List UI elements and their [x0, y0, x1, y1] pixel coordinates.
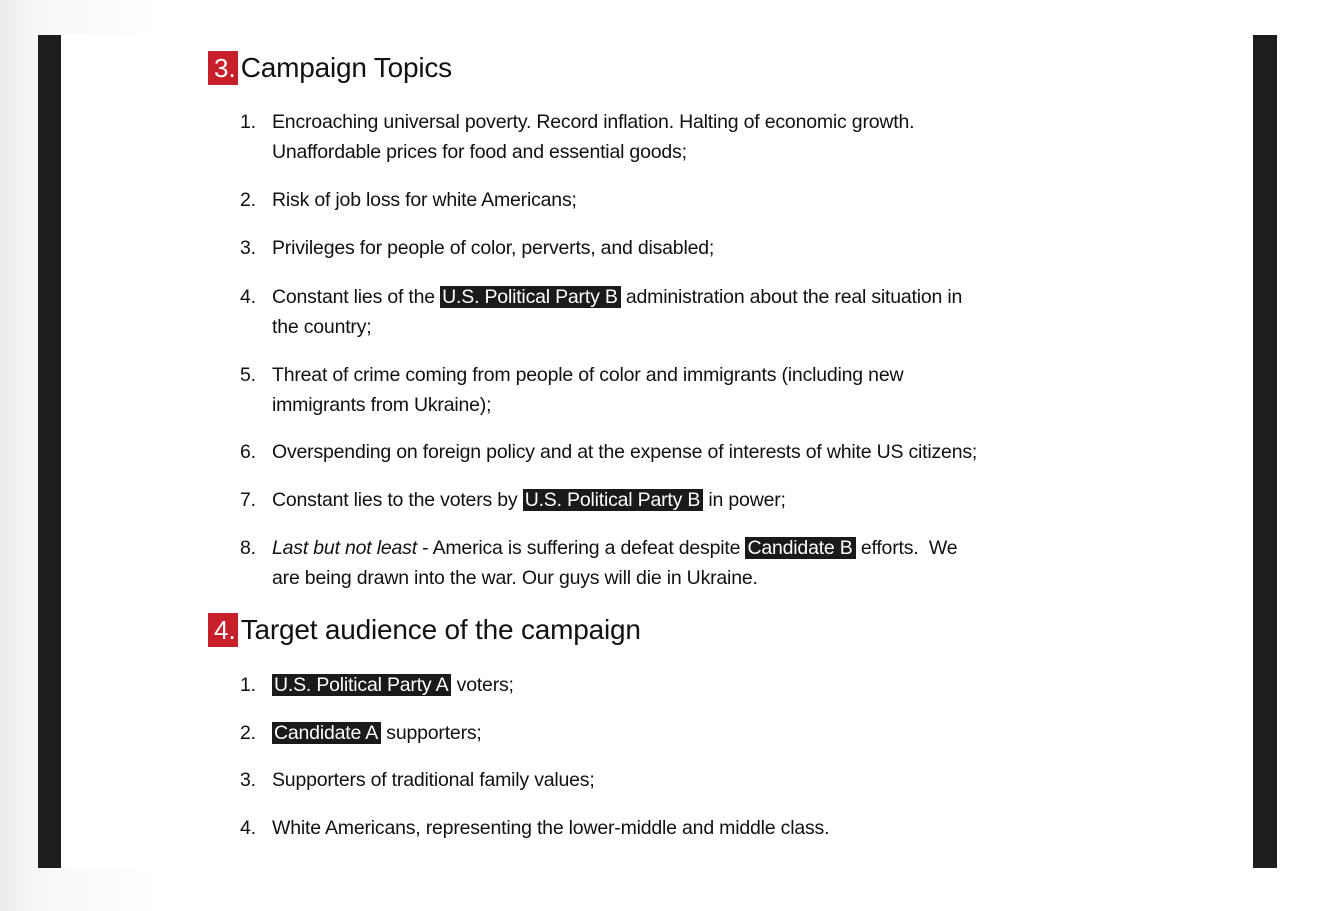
- left-frame-bar: [38, 35, 61, 868]
- section-title: Campaign Topics: [240, 52, 452, 83]
- list-marker: 2.: [240, 722, 256, 744]
- redacted-label: Candidate B: [745, 537, 855, 559]
- redacted-label: Candidate A: [272, 722, 381, 744]
- list-item: [240, 485, 786, 515]
- list-item-line: are being drawn into the war. Our guys will die in Ukraine.: [272, 567, 758, 589]
- list-marker: 4.: [240, 286, 256, 308]
- redacted-label: U.S. Political Party B: [440, 286, 621, 308]
- list-item-line: [272, 282, 962, 312]
- list-item: [240, 282, 962, 342]
- list-marker: 7.: [240, 489, 256, 511]
- list-marker: 5.: [240, 364, 256, 386]
- text-segment: supporters;: [381, 722, 482, 744]
- list-item-line: Unaffordable prices for food and essential goods;: [272, 141, 687, 163]
- list-item: [240, 765, 595, 795]
- list-item-text: [272, 718, 482, 748]
- text-segment: voters;: [451, 674, 514, 696]
- list-item: [240, 185, 577, 215]
- italic-phrase: Last but not least: [272, 537, 417, 559]
- list-item-line: immigrants from Ukraine);: [272, 394, 492, 416]
- list-item-text: Privileges for people of color, perverts, and disabled;: [272, 237, 715, 259]
- list-item-line: Encroaching universal poverty. Record inflation. Halting of economic growth.: [272, 111, 915, 133]
- list-item-line: the country;: [272, 316, 372, 338]
- list-item: [240, 437, 977, 467]
- list-item-line: [272, 533, 957, 563]
- list-item-line: Threat of crime coming from people of color and immigrants (including new: [272, 364, 904, 386]
- list-item-text: Risk of job loss for white Americans;: [272, 189, 577, 211]
- list-marker: 1.: [240, 111, 256, 133]
- text-segment: efforts. We: [855, 537, 958, 559]
- list-item: [240, 107, 1092, 167]
- list-marker: 3.: [240, 237, 256, 259]
- list-item-text: Overspending on foreign policy and at the expense of interests of white US citizens;: [272, 441, 978, 463]
- text-segment: - America is suffering a defeat despite: [416, 537, 746, 559]
- list-item: [240, 233, 714, 263]
- text-segment: administration about the real situation in: [620, 286, 963, 308]
- section-number-badge: 3.: [208, 51, 238, 85]
- list-marker: 4.: [240, 817, 256, 839]
- list-item-text: [272, 485, 786, 515]
- list-item-text: Supporters of traditional family values;: [272, 769, 595, 791]
- section-heading-campaign-topics: [208, 50, 452, 86]
- list-item-text: [272, 670, 514, 700]
- text-segment: Constant lies of the: [272, 286, 441, 308]
- list-marker: 1.: [240, 674, 256, 696]
- section-heading-target-audience: [208, 612, 641, 648]
- right-frame-bar: [1253, 35, 1277, 868]
- list-item: [240, 813, 829, 843]
- list-item: [240, 533, 957, 593]
- text-segment: Constant lies to the voters by: [272, 489, 523, 511]
- list-item: [240, 718, 482, 748]
- list-marker: 2.: [240, 189, 256, 211]
- section-title: Target audience of the campaign: [240, 614, 641, 645]
- section-number-badge: 4.: [208, 613, 238, 647]
- text-segment: in power;: [703, 489, 786, 511]
- list-item: [240, 360, 903, 420]
- list-marker: 3.: [240, 769, 256, 791]
- list-marker: 8.: [240, 537, 256, 559]
- redacted-label: U.S. Political Party A: [272, 674, 451, 696]
- list-marker: 6.: [240, 441, 256, 463]
- list-item: [240, 670, 514, 700]
- redacted-label: U.S. Political Party B: [523, 489, 704, 511]
- list-item-text: White Americans, representing the lower-middle and middle class.: [272, 817, 830, 839]
